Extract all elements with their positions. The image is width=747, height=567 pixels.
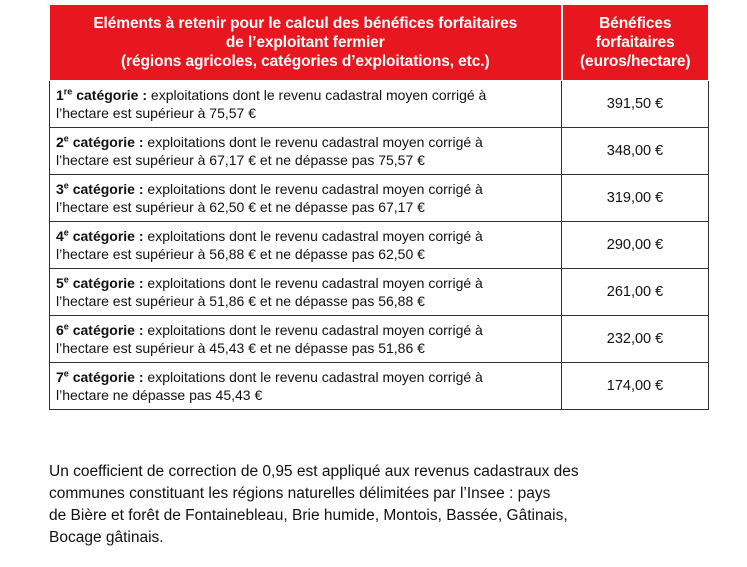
category-text-line1: exploitations dont le revenu cadastral moyen corrigé à <box>147 369 483 385</box>
category-text-line2: l’hectare est supérieur à 75,57 € <box>56 105 257 121</box>
category-text-line1: exploitations dont le revenu cadastral moyen corrigé à <box>150 87 487 103</box>
category-text-line2: l’hectare est supérieur à 56,88 € et ne dépasse pas 62,50 € <box>56 246 425 262</box>
category-text-line2: l’hectare ne dépasse pas 45,43 € <box>56 387 263 403</box>
benefit-amount: 348,00 € <box>562 128 709 175</box>
note-line3: de Bière et forêt de Fontainebleau, Brie humide, Montois, Bassée, Gâtinais, <box>49 507 568 524</box>
header-benefits-line1: Bénéfices <box>599 14 672 32</box>
category-description <box>50 81 562 128</box>
category-text-line1: exploitations dont le revenu cadastral moyen corrigé à <box>147 228 483 244</box>
table-container <box>49 4 708 410</box>
note-line2: communes constituant les régions naturelles délimitées par l’Insee : pays <box>49 485 551 502</box>
header-benefits <box>562 5 709 81</box>
table-row <box>50 175 709 222</box>
category-text-line1: exploitations dont le revenu cadastral moyen corrigé à <box>147 275 483 291</box>
category-label: 4e catégorie : <box>56 227 144 244</box>
header-elements-line2: de l’exploitant fermier <box>225 33 385 51</box>
note-line1: Un coefficient de correction de 0,95 est appliqué aux revenus cadastraux des <box>49 463 579 480</box>
benefit-amount: 174,00 € <box>562 363 709 410</box>
benefit-amount: 391,50 € <box>562 81 709 128</box>
benefit-amount: 290,00 € <box>562 222 709 269</box>
benefits-table <box>49 4 709 410</box>
category-label: 3e catégorie : <box>56 180 144 197</box>
category-description <box>50 175 562 222</box>
category-text-line1: exploitations dont le revenu cadastral moyen corrigé à <box>147 134 483 150</box>
note-line4: Bocage gâtinais. <box>49 529 164 546</box>
category-text-line2: l’hectare est supérieur à 62,50 € et ne dépasse pas 67,17 € <box>56 199 425 215</box>
table-header-row <box>50 5 709 81</box>
benefit-amount: 232,00 € <box>562 316 709 363</box>
benefit-amount: 319,00 € <box>562 175 709 222</box>
header-elements <box>50 5 562 81</box>
benefit-amount: 261,00 € <box>562 269 709 316</box>
table-row <box>50 269 709 316</box>
category-label: 5e catégorie : <box>56 274 144 291</box>
header-elements-line1: Eléments à retenir pour le calcul des bénéfices forfaitaires <box>93 14 518 32</box>
category-description <box>50 128 562 175</box>
header-benefits-line3: (euros/hectare) <box>580 52 691 70</box>
category-text-line2: l’hectare est supérieur à 45,43 € et ne dépasse pas 51,86 € <box>56 340 425 356</box>
category-text-line1: exploitations dont le revenu cadastral moyen corrigé à <box>147 322 483 338</box>
category-label: 6e catégorie : <box>56 321 144 338</box>
table-row <box>50 363 709 410</box>
category-text-line2: l’hectare est supérieur à 51,86 € et ne dépasse pas 56,88 € <box>56 293 425 309</box>
table-row <box>50 316 709 363</box>
category-label: 1re catégorie : <box>56 86 148 103</box>
category-description <box>50 363 562 410</box>
table-row <box>50 128 709 175</box>
header-benefits-line2: forfaitaires <box>595 33 675 51</box>
category-description <box>50 222 562 269</box>
category-description <box>50 269 562 316</box>
correction-note <box>49 461 709 549</box>
table-row <box>50 222 709 269</box>
category-label: 2e catégorie : <box>56 133 144 150</box>
category-text-line2: l’hectare est supérieur à 67,17 € et ne dépasse pas 75,57 € <box>56 152 425 168</box>
category-text-line1: exploitations dont le revenu cadastral moyen corrigé à <box>147 181 483 197</box>
category-description <box>50 316 562 363</box>
table-row <box>50 81 709 128</box>
header-elements-line3: (régions agricoles, catégories d’exploitations, etc.) <box>120 52 490 70</box>
category-label: 7e catégorie : <box>56 368 144 385</box>
